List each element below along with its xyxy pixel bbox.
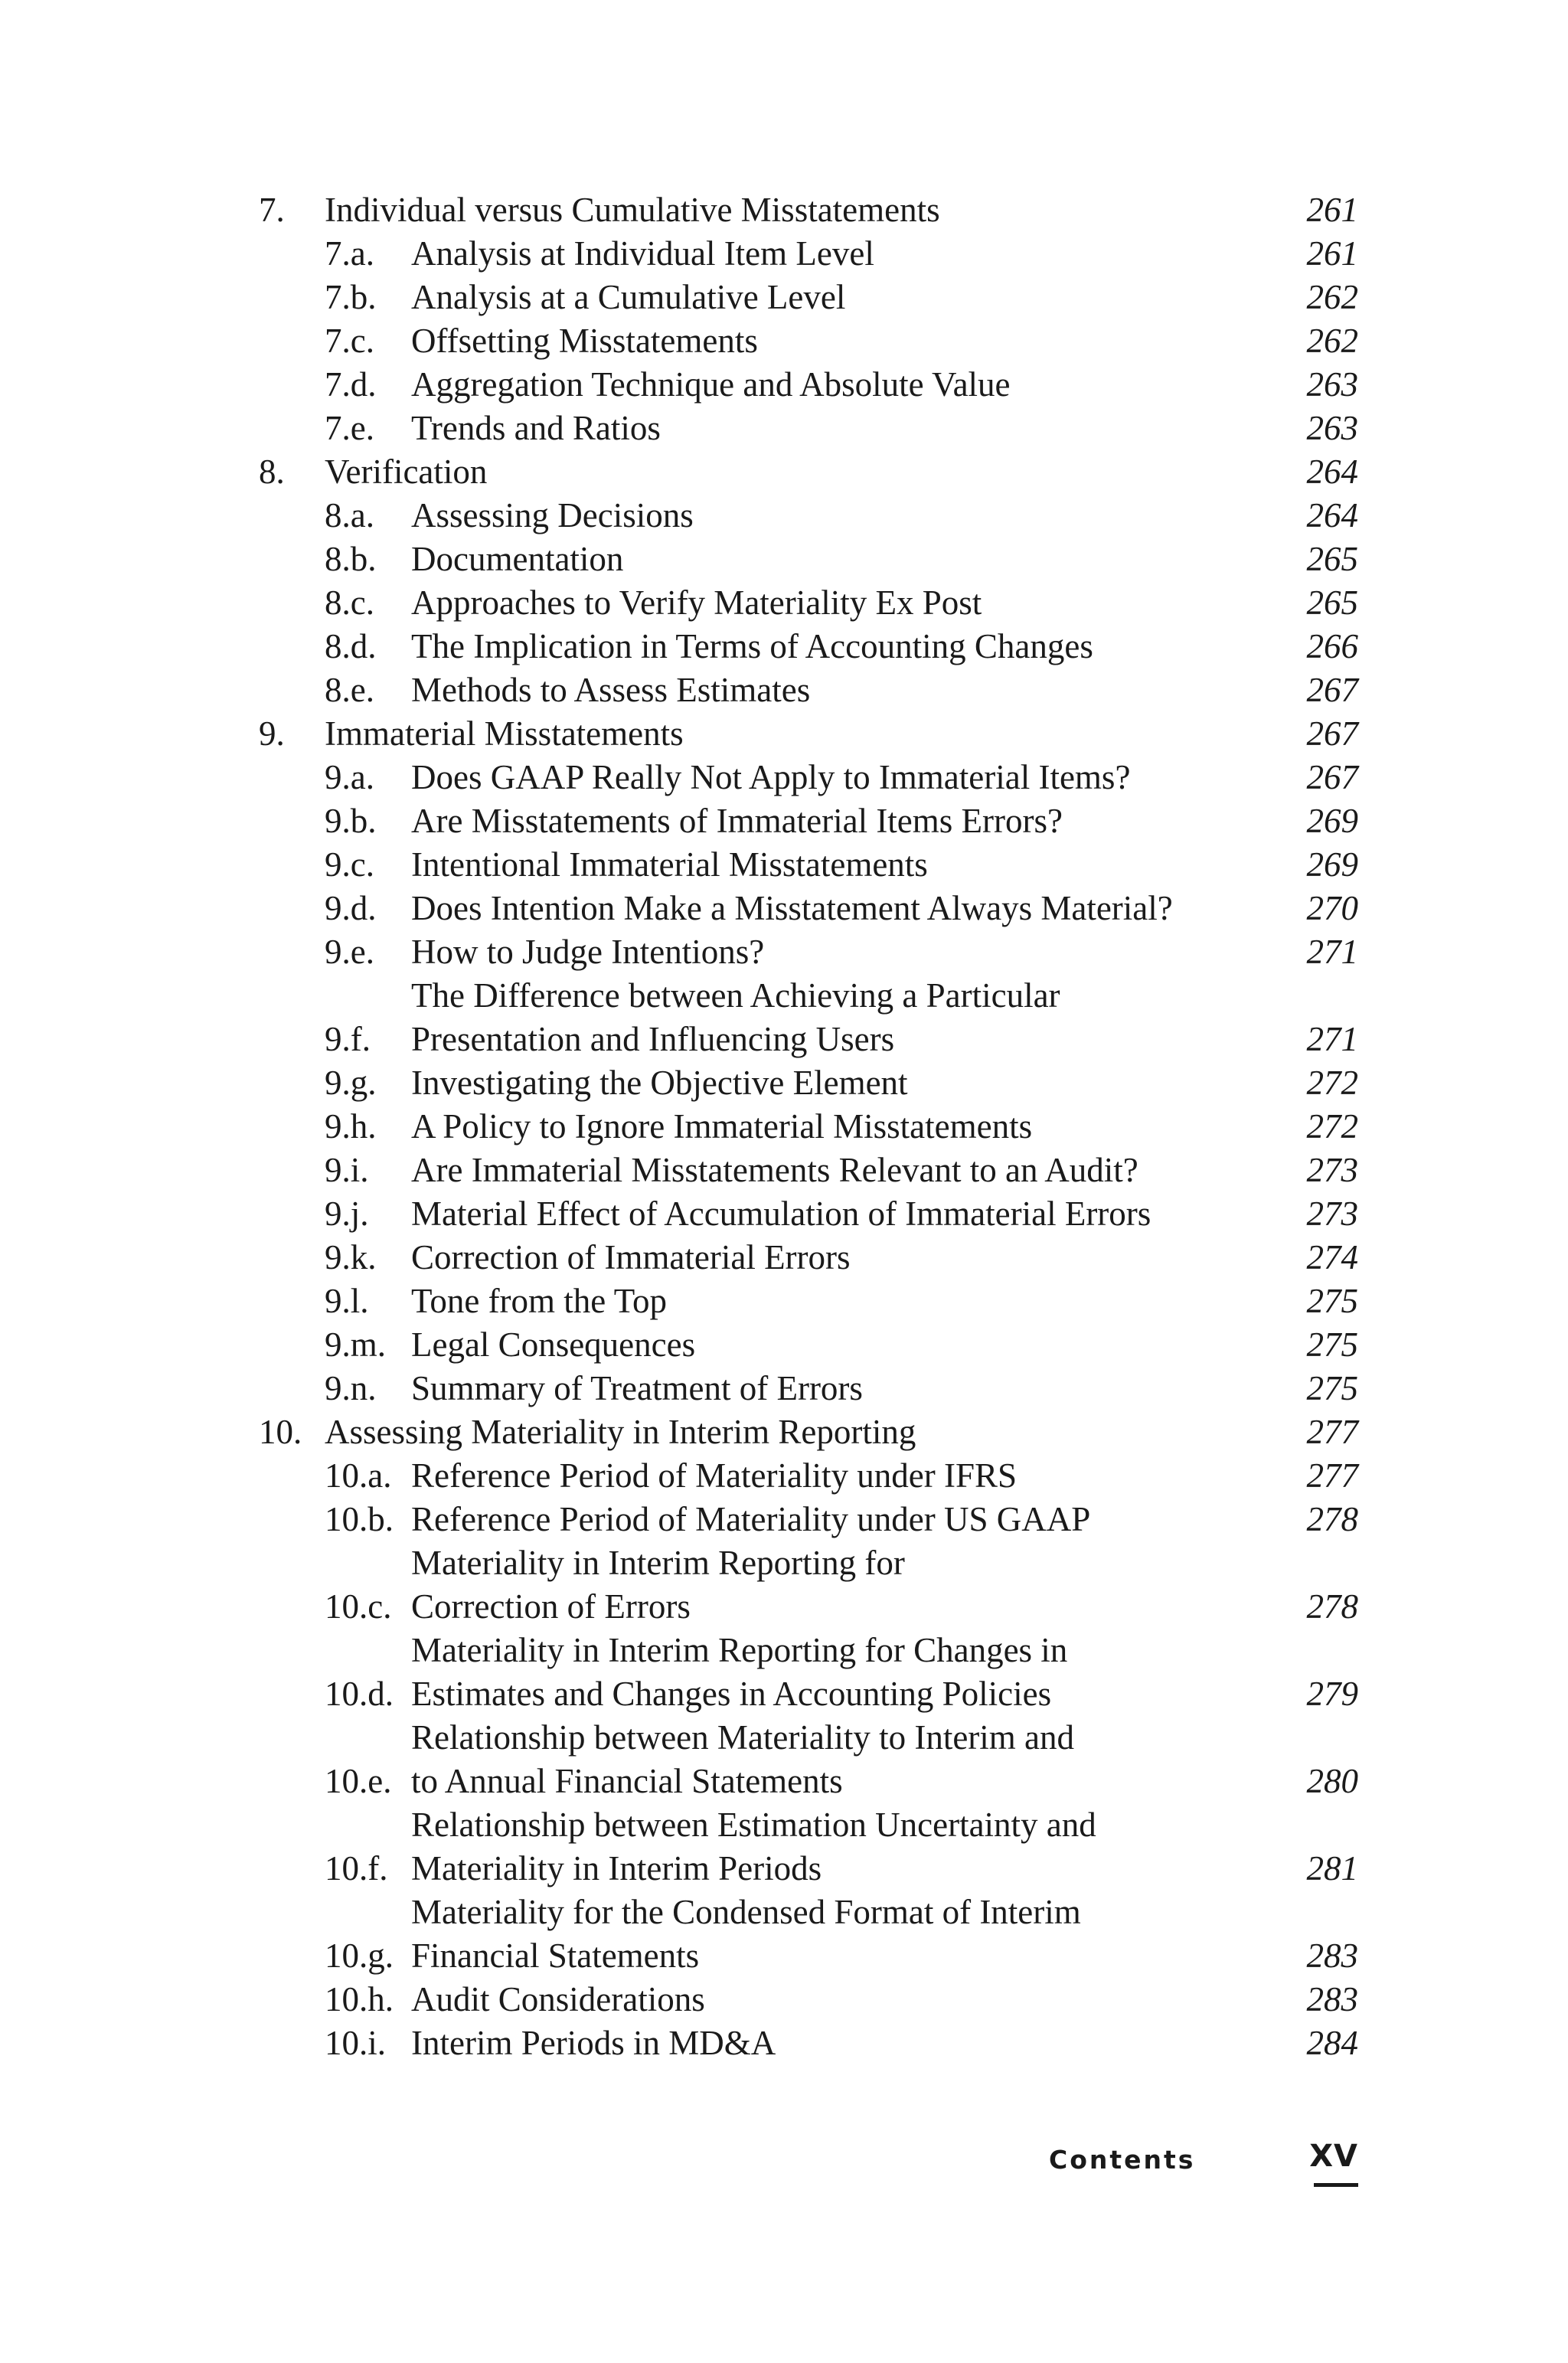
toc-entry-page: 273	[1306, 1195, 1358, 1233]
toc-subsection-entry	[259, 1061, 1358, 1105]
toc-entry-title: Aggregation Technique and Absolute Value	[411, 365, 1011, 404]
toc-entry-number: 10.a.	[325, 1456, 392, 1495]
toc-entry-title: Immaterial Misstatements	[325, 714, 684, 753]
toc-section-entry	[259, 712, 1358, 756]
toc-entry-title: Documentation	[411, 540, 624, 578]
toc-entry-page: 262	[1306, 322, 1358, 360]
toc-entry-title: Intentional Immaterial Misstatements	[411, 845, 928, 884]
toc-entry-number: 7.b.	[325, 278, 377, 316]
toc-entry-title: Materiality in Interim Reporting for Changes in Estimates and Changes in Accounting Policies	[411, 1631, 1068, 1713]
toc-entry-number: 8.d.	[325, 627, 377, 665]
toc-entry-number: 9.b.	[325, 802, 377, 840]
toc-entry-page: 264	[1306, 453, 1358, 491]
toc-entry-number: 7.e.	[325, 409, 374, 447]
toc-entry-title: Reference Period of Materiality under US GAAP	[411, 1500, 1091, 1538]
toc-subsection-entry	[259, 1978, 1358, 2021]
toc-entry-title: Are Misstatements of Immaterial Items Errors?	[411, 802, 1063, 840]
toc-entry-page: 278	[1306, 1500, 1358, 1538]
toc-section-entry	[259, 1410, 1358, 1454]
toc-entry-page: 283	[1306, 1980, 1358, 2018]
toc-entry-title: Assessing Materiality in Interim Reporting	[325, 1413, 916, 1451]
toc-entry-page: 271	[1306, 1020, 1358, 1058]
toc-entry-title: Reference Period of Materiality under IFRS	[411, 1456, 1018, 1495]
toc-subsection-entry	[259, 1629, 1358, 1716]
toc-subsection-entry	[259, 1891, 1358, 1978]
toc-entry-page: 263	[1306, 409, 1358, 447]
toc-subsection-entry	[259, 1716, 1358, 1803]
toc-entry-title: Assessing Decisions	[411, 496, 694, 534]
toc-entry-title: Material Effect of Accumulation of Immaterial Errors	[411, 1195, 1152, 1233]
toc-entry-title: Does Intention Make a Misstatement Always Material?	[411, 889, 1173, 927]
toc-subsection-entry	[259, 276, 1358, 319]
toc-entry-number: 9.h.	[325, 1107, 377, 1146]
toc-entry-number: 9.f.	[325, 1020, 371, 1058]
toc-entry-page: 265	[1306, 583, 1358, 622]
toc-entry-page: 275	[1306, 1369, 1358, 1407]
toc-subsection-entry	[259, 843, 1358, 887]
toc-subsection-entry	[259, 1803, 1358, 1891]
toc-entry-number: 9.c.	[325, 845, 374, 884]
toc-section-entry	[259, 188, 1358, 232]
toc-subsection-entry	[259, 1280, 1358, 1323]
toc-subsection-entry	[259, 1367, 1358, 1410]
toc-entry-number: 8.a.	[325, 496, 374, 534]
toc-entry-number: 10.g.	[325, 1936, 394, 1975]
toc-entry-number: 9.l.	[325, 1282, 369, 1320]
page-footer	[1049, 2140, 1358, 2209]
toc-subsection-entry	[259, 756, 1358, 799]
toc-entry-page: 281	[1306, 1849, 1358, 1887]
folio-rule	[1314, 2183, 1358, 2187]
toc-entry-number: 9.d.	[325, 889, 377, 927]
toc-entry-number: 10.f.	[325, 1849, 388, 1887]
toc-entry-title: Summary of Treatment of Errors	[411, 1369, 863, 1407]
toc-subsection-entry	[259, 1498, 1358, 1541]
toc-entry-title: Analysis at Individual Item Level	[411, 234, 874, 273]
toc-entry-number: 9.i.	[325, 1151, 369, 1189]
toc-entry-page: 269	[1306, 845, 1358, 884]
toc-entry-title: Offsetting Misstatements	[411, 322, 758, 360]
toc-entry-page: 273	[1306, 1151, 1358, 1189]
toc-entry-number: 8.b.	[325, 540, 377, 578]
toc-entry-number: 9.n.	[325, 1369, 377, 1407]
toc-entry-title: Trends and Ratios	[411, 409, 661, 447]
toc-entry-page: 272	[1306, 1107, 1358, 1146]
toc-subsection-entry	[259, 319, 1358, 363]
toc-entry-page: 279	[1306, 1675, 1358, 1713]
toc-subsection-entry	[259, 668, 1358, 712]
toc-entry-number: 9.a.	[325, 758, 374, 796]
toc-entry-title: Materiality for the Condensed Format of Interim Financial Statements	[411, 1893, 1081, 1975]
toc-subsection-entry	[259, 625, 1358, 668]
toc-entry-page: 261	[1306, 234, 1358, 273]
toc-entry-page: 267	[1306, 758, 1358, 796]
toc-subsection-entry	[259, 799, 1358, 843]
toc-entry-title: Methods to Assess Estimates	[411, 671, 811, 709]
toc-entry-number: 7.a.	[325, 234, 374, 273]
toc-entry-number: 9.	[259, 714, 285, 753]
toc-entry-page: 261	[1306, 191, 1358, 229]
toc-entry-number: 7.	[259, 191, 285, 229]
toc-entry-title: Does GAAP Really Not Apply to Immaterial Items?	[411, 758, 1131, 796]
toc-entry-page: 266	[1306, 627, 1358, 665]
toc-subsection-entry	[259, 887, 1358, 930]
toc-entry-page: 262	[1306, 278, 1358, 316]
toc-entry-number: 10.e.	[325, 1762, 392, 1800]
toc-entry-number: 10.c.	[325, 1587, 392, 1626]
toc-entry-page: 265	[1306, 540, 1358, 578]
toc-subsection-entry	[259, 1236, 1358, 1280]
toc-entry-page: 271	[1306, 933, 1358, 971]
toc-subsection-entry	[259, 1454, 1358, 1498]
toc-entry-number: 7.d.	[325, 365, 377, 404]
toc-entry-title: Interim Periods in MD&A	[411, 2024, 776, 2062]
toc-entry-title: Approaches to Verify Materiality Ex Post	[411, 583, 982, 622]
toc-entry-title: The Difference between Achieving a Particular Presentation and Influencing Users	[411, 976, 1060, 1058]
toc-entry-page: 272	[1306, 1064, 1358, 1102]
toc-entry-number: 9.e.	[325, 933, 374, 971]
toc-entry-page: 267	[1306, 714, 1358, 753]
toc-entry-title: Audit Considerations	[411, 1980, 705, 2018]
toc-entry-title: Tone from the Top	[411, 1282, 668, 1320]
toc-entry-number: 10.i.	[325, 2024, 387, 2062]
toc-entry-title: The Implication in Terms of Accounting Changes	[411, 627, 1093, 665]
toc-entry-page: 269	[1306, 802, 1358, 840]
toc-entry-page: 277	[1306, 1456, 1358, 1495]
toc-entry-number: 8.c.	[325, 583, 374, 622]
toc-entry-title: Legal Consequences	[411, 1325, 696, 1364]
toc-subsection-entry	[259, 232, 1358, 276]
toc-entry-number: 10.d.	[325, 1675, 394, 1713]
toc-subsection-entry	[259, 1105, 1358, 1149]
toc-entry-title: Are Immaterial Misstatements Relevant to an Audit?	[411, 1151, 1138, 1189]
toc-entry-number: 9.g.	[325, 1064, 377, 1102]
toc-entry-page: 280	[1306, 1762, 1358, 1800]
toc-entry-title: How to Judge Intentions?	[411, 933, 765, 971]
toc-entry-number: 8.e.	[325, 671, 374, 709]
toc-subsection-entry	[259, 363, 1358, 407]
toc-entry-number: 10.	[259, 1413, 302, 1451]
toc-entry-number: 9.k.	[325, 1238, 377, 1276]
toc-entry-page: 275	[1306, 1325, 1358, 1364]
toc-entry-title: Investigating the Objective Element	[411, 1064, 908, 1102]
toc-entry-number: 10.b.	[325, 1500, 394, 1538]
toc-section-entry	[259, 450, 1358, 494]
toc-entry-number: 7.c.	[325, 322, 374, 360]
toc-entry-title: Analysis at a Cumulative Level	[411, 278, 846, 316]
toc-entry-number: 9.j.	[325, 1195, 369, 1233]
toc-entry-page: 284	[1306, 2024, 1358, 2062]
toc-entry-title: Correction of Immaterial Errors	[411, 1238, 851, 1276]
toc-subsection-entry	[259, 1323, 1358, 1367]
toc-subsection-entry	[259, 1149, 1358, 1192]
toc-entry-page: 270	[1306, 889, 1358, 927]
toc-subsection-entry	[259, 494, 1358, 538]
toc-subsection-entry	[259, 930, 1358, 974]
toc-entry-title: Individual versus Cumulative Misstatements	[325, 191, 940, 229]
toc-entry-page: 274	[1306, 1238, 1358, 1276]
toc-subsection-entry	[259, 974, 1358, 1061]
toc-entry-page: 264	[1306, 496, 1358, 534]
toc-entry-number: 10.h.	[325, 1980, 394, 2018]
toc-entry-number: 8.	[259, 453, 285, 491]
toc-entry-title: Relationship between Materiality to Interim and to Annual Financial Statements	[411, 1718, 1075, 1800]
page-number: XV	[1309, 2139, 1358, 2174]
toc-subsection-entry	[259, 1541, 1358, 1629]
toc-subsection-entry	[259, 407, 1358, 450]
toc-subsection-entry	[259, 581, 1358, 625]
toc-entry-page: 277	[1306, 1413, 1358, 1451]
toc-entry-page: 283	[1306, 1936, 1358, 1975]
toc-entry-number: 9.m.	[325, 1325, 387, 1364]
toc-subsection-entry	[259, 2021, 1358, 2065]
toc-entry-title: Materiality in Interim Reporting for Correction of Errors	[411, 1544, 905, 1626]
toc-subsection-entry	[259, 538, 1358, 581]
toc-entry-page: 267	[1306, 671, 1358, 709]
toc-entry-page: 263	[1306, 365, 1358, 404]
toc-entry-page: 275	[1306, 1282, 1358, 1320]
toc-entry-title: A Policy to Ignore Immaterial Misstatements	[411, 1107, 1033, 1146]
table-of-contents	[259, 188, 1358, 2065]
running-head: Contents	[1049, 2145, 1196, 2175]
toc-subsection-entry	[259, 1192, 1358, 1236]
toc-entry-title: Relationship between Estimation Uncertainty and Materiality in Interim Periods	[411, 1806, 1096, 1887]
toc-entry-title: Verification	[325, 453, 488, 491]
toc-entry-page: 278	[1306, 1587, 1358, 1626]
